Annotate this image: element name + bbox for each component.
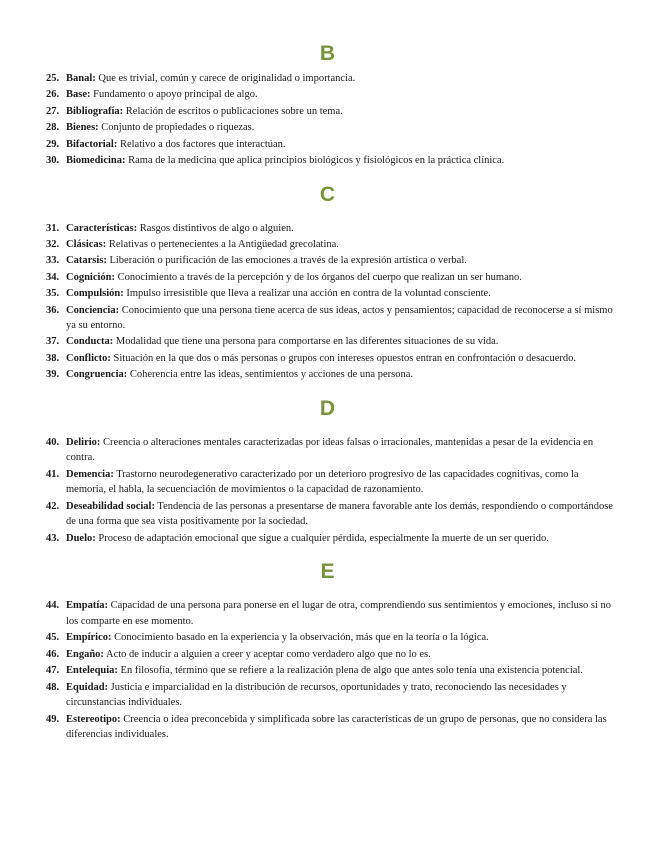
item-number: 47. (46, 665, 60, 677)
item-definition: Proceso de adaptación emocional que sigue a cualquier pérdida, especialmente la muerte de un ser querido. (95, 532, 549, 544)
item-definition: Creencia o idea preconcebida y simplificada sobre las características de un grupo de personas, que no considera las diferencias individuales. (66, 713, 607, 741)
item-number: 30. (46, 154, 60, 166)
list-item (0, 630, 655, 646)
item-number: 25. (46, 73, 60, 84)
section-e (0, 558, 655, 742)
item-term: Catarsis: (66, 255, 107, 267)
list-item (0, 104, 655, 120)
list-item (0, 334, 655, 350)
item-term: Clásicas: (66, 238, 107, 250)
item-definition: Acto de inducir a alguien a creer y aceptar como verdadero algo que no lo es. (103, 648, 431, 660)
glossary-page (0, 40, 655, 755)
item-definition: Conjunto de propiedades o riquezas. (98, 122, 255, 134)
item-number: 48. (46, 681, 60, 693)
item-term: Empatía: (66, 600, 108, 612)
item-number: 43. (46, 532, 60, 544)
section-letter: D (319, 396, 336, 420)
item-definition: Capacidad de una persona para ponerse en el lugar de otra, comprendiendo sus sentimientos y emociones, incluso si no los comparte en ese momento. (66, 600, 611, 627)
item-term: Equidad: (66, 681, 109, 693)
list-item (0, 253, 655, 269)
item-term: Delirio: (66, 436, 101, 448)
item-term: Duelo: (66, 532, 96, 544)
item-definition: En filosofía, término que se refiere a la realización plena de algo que antes solo tenía una existencia potencial. (117, 665, 583, 677)
item-definition: Conocimiento a través de la percepción y de los órganos del cuerpo que realizan un ser humano. (115, 271, 522, 283)
item-number: 31. (46, 222, 60, 234)
item-definition: Rama de la medicina que aplica principios biológicos y fisiológicos en la práctica clínica. (125, 154, 505, 166)
item-term: Base: (66, 89, 91, 101)
section-letter: B (319, 42, 336, 65)
item-number: 34. (46, 271, 60, 283)
item-definition: Fundamento o apoyo principal de algo. (90, 89, 258, 101)
item-term: Entelequia: (66, 665, 118, 677)
item-number: 36. (46, 304, 60, 316)
item-term: Conducta: (66, 336, 114, 348)
item-term: Compulsión: (66, 288, 124, 300)
section-letter: C (319, 182, 336, 206)
item-term: Bifactorial: (66, 138, 118, 150)
item-term: Biomedicina: (66, 154, 126, 166)
list-item (0, 71, 655, 87)
list-item (0, 120, 655, 136)
item-number: 40. (46, 436, 60, 448)
list-item (0, 303, 655, 334)
item-term: Conflicto: (66, 352, 111, 364)
item-number: 42. (46, 500, 60, 512)
list-item (0, 153, 655, 169)
item-term: Estereotipo: (66, 713, 121, 725)
item-definition: Coherencia entre las ideas, sentimientos y acciones de una persona. (127, 369, 413, 381)
item-term: Engaño: (66, 648, 104, 660)
item-definition: Relación de escritos o publicaciones sobre un tema. (123, 105, 343, 117)
item-number: 39. (46, 369, 60, 381)
item-definition: Relativas o pertenecientes a la Antigüedad grecolatina. (106, 238, 339, 250)
item-definition: Tendencia de las personas a presentarse de manera favorable ante los demás, respondiendo o comportándose de una forma que sea vista positivamente por la sociedad. (66, 500, 613, 528)
item-term: Bibliografía: (66, 105, 124, 117)
item-number: 44. (46, 600, 60, 612)
item-number: 38. (46, 352, 60, 364)
item-definition: Trastorno neurodegenerativo caracterizado por un deterioro progresivo de las capacidades cognitivas, como la memoria, el habla, la secuenciación de movimientos o la capacidad de razonamiento. (66, 468, 579, 496)
item-number: 33. (46, 255, 60, 267)
section-c (0, 181, 655, 383)
list-item (0, 435, 655, 466)
section-b (0, 40, 655, 169)
list-item (0, 351, 655, 367)
section-d (0, 395, 655, 547)
item-definition: Situación en la que dos o más personas o grupos con intereses opuestos entran en confrontación o desacuerdo. (110, 352, 577, 364)
term-list (0, 598, 655, 742)
list-item (0, 367, 655, 383)
item-definition: Liberación o purificación de las emociones a través de la expresión artística o verbal. (106, 255, 467, 267)
item-definition: Conocimiento que una persona tiene acerca de sus ideas, actos y pensamientos; capacidad de reconocerse a sí mismo ya su entorno. (66, 304, 613, 332)
item-number: 46. (46, 648, 60, 660)
list-item (0, 87, 655, 103)
item-number: 27. (46, 105, 60, 117)
item-definition: Rasgos distintivos de algo o alguien. (137, 222, 294, 234)
list-item (0, 137, 655, 153)
item-term: Empírico: (66, 632, 112, 644)
item-number: 28. (46, 122, 60, 134)
item-term: Demencia: (66, 468, 114, 480)
term-list (0, 221, 655, 383)
list-item (0, 712, 655, 743)
item-term: Deseabilidad social: (66, 500, 155, 512)
item-number: 26. (46, 89, 60, 101)
item-definition: Conocimiento basado en la experiencia y la observación, más que en la teoría o la lógica. (111, 632, 489, 644)
item-number: 41. (46, 468, 60, 480)
item-term: Conciencia: (66, 304, 120, 316)
term-list (0, 71, 655, 169)
item-number: 29. (46, 138, 60, 150)
list-item (0, 647, 655, 663)
section-letter: E (320, 560, 335, 584)
list-item (0, 598, 655, 629)
item-definition: Que es trivial, común y carece de originalidad o importancia. (95, 73, 356, 84)
item-number: 32. (46, 238, 60, 250)
item-definition: Impulso irresistible que lleva a realizar una acción en contra de la voluntad consciente. (123, 288, 491, 300)
item-number: 35. (46, 288, 60, 300)
list-item (0, 499, 655, 530)
term-list (0, 435, 655, 547)
item-term: Características: (66, 222, 138, 234)
item-term: Congruencia: (66, 369, 128, 381)
list-item (0, 531, 655, 547)
list-item (0, 221, 655, 237)
item-term: Bienes: (66, 122, 99, 134)
item-number: 37. (46, 336, 60, 348)
item-definition: Creencia o alteraciones mentales caracterizadas por ideas falsas o irracionales, mantenidas a pesar de la evidencia en contra. (66, 436, 594, 464)
item-term: Cognición: (66, 271, 116, 283)
item-definition: Modalidad que tiene una persona para comportarse en las diferentes situaciones de su vida. (113, 336, 499, 348)
list-item (0, 680, 655, 711)
item-number: 45. (46, 632, 60, 644)
item-term: Banal: (66, 73, 96, 84)
list-item (0, 237, 655, 253)
item-definition: Relativo a dos factores que interactúan. (117, 138, 286, 150)
list-item (0, 467, 655, 498)
list-item (0, 270, 655, 286)
item-definition: Justicia e imparcialidad en la distribución de recursos, oportunidades y trato, reconociendo las necesidades y circunstancias individuales. (66, 681, 567, 709)
list-item (0, 286, 655, 302)
item-number: 49. (46, 713, 60, 725)
list-item (0, 663, 655, 679)
